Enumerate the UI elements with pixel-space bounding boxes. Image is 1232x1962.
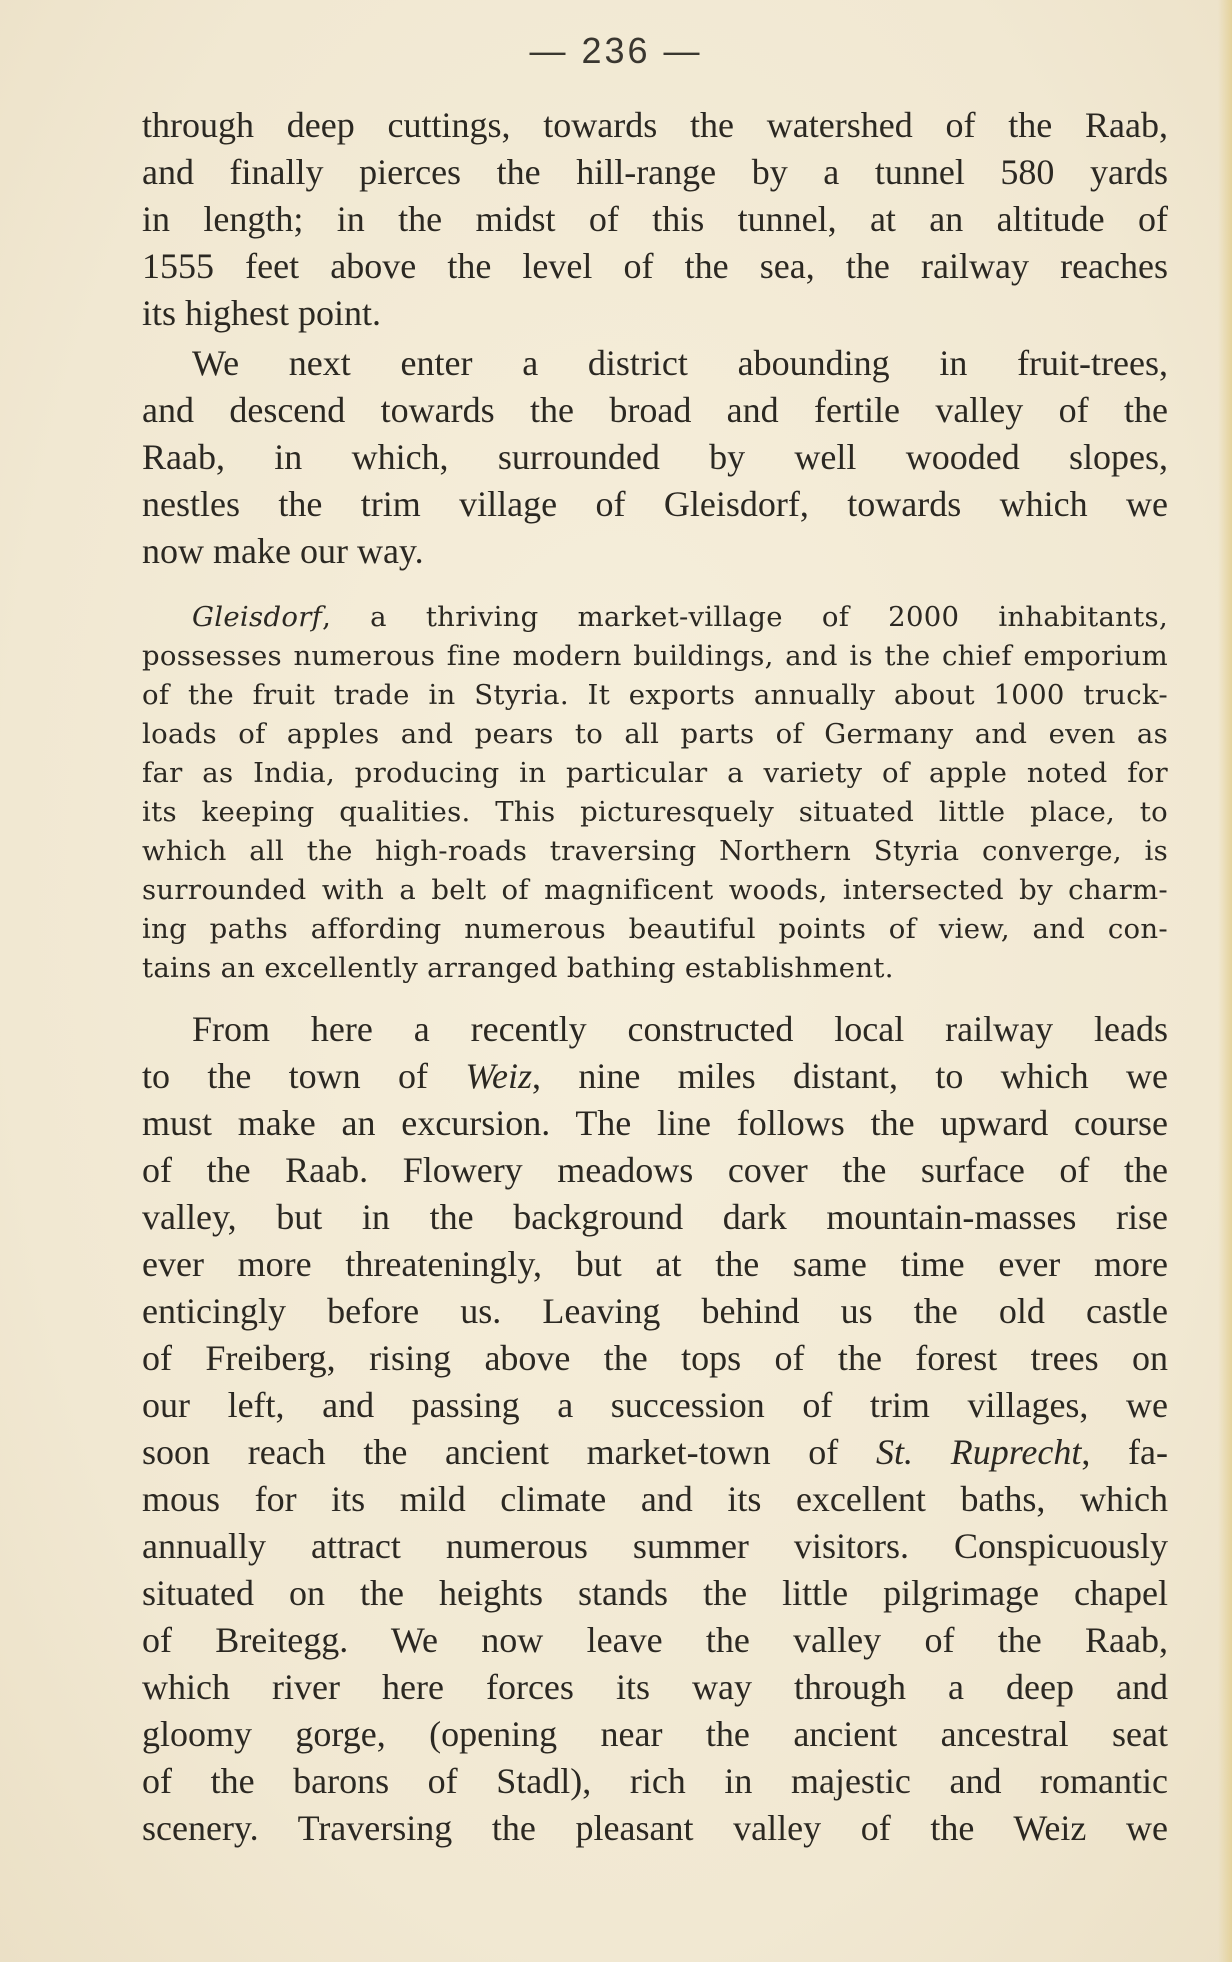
text-line: loads of apples and pears to all parts of Germany and even as — [142, 718, 1168, 750]
text-line: in length; in the midst of this tunnel, at an altitude of — [142, 199, 1168, 239]
text-line: 1555 feet above the level of the sea, the railway reaches — [142, 246, 1168, 286]
text-segment: soon reach the ancient market-town of — [142, 1432, 876, 1472]
paragraph-1 — [142, 102, 1168, 337]
text-line: and descend towards the broad and fertile valley of the — [142, 390, 1168, 430]
text-line: possesses numerous fine modern buildings, and is the chief emporium — [142, 640, 1168, 672]
text-line: of the fruit trade in Styria. It exports annually about 1000 truck- — [142, 679, 1168, 711]
text-line: through deep cuttings, towards the watershed of the Raab, — [142, 105, 1168, 145]
text-line: valley, but in the background dark mountain-masses rise — [142, 1197, 1168, 1237]
text-line: of the Raab. Flowery meadows cover the surface of the — [142, 1150, 1168, 1190]
text-line: tains an excellently arranged bathing establishment. — [142, 952, 894, 984]
text-line: of Breitegg. We now leave the valley of the Raab, — [142, 1620, 1168, 1660]
text-line — [142, 1053, 1168, 1100]
text-line: and finally pierces the hill-range by a tunnel 580 yards — [142, 152, 1168, 192]
text-line: gloomy gorge, (opening near the ancient ancestral seat — [142, 1714, 1168, 1754]
text-line: scenery. Traversing the pleasant valley of the Weiz we — [142, 1808, 1168, 1848]
text-line: which all the high-roads traversing Northern Styria converge, is — [142, 835, 1168, 867]
text-line: of the barons of Stadl), rich in majestic and romantic — [142, 1761, 1168, 1801]
text-line: our left, and passing a succession of trim villages, we — [142, 1385, 1168, 1425]
note-lead-text: , a thriving market-village of 2000 inhabitants, — [322, 601, 1168, 633]
text-line: far as India, producing in particular a variety of apple noted for — [142, 757, 1168, 789]
text-line — [142, 1429, 1168, 1476]
gleisdorf-note — [142, 598, 1168, 988]
text-line: ever more threateningly, but at the same time ever more — [142, 1244, 1168, 1284]
page-edge — [1218, 0, 1232, 1962]
text-line: must make an excursion. The line follows the upward course — [142, 1103, 1168, 1143]
text-segment: , fa- — [1081, 1432, 1168, 1472]
text-segment: , nine miles distant, to which we — [532, 1056, 1168, 1096]
text-line: its highest point. — [142, 293, 382, 333]
text-line: We next enter a district abounding in fruit-trees, — [192, 343, 1168, 383]
text-line: Raab, in which, surrounded by well wooded slopes, — [142, 437, 1168, 477]
text-line — [142, 598, 1168, 637]
text-line: its keeping qualities. This picturesquely situated little place, to — [142, 796, 1168, 828]
text-line: surrounded with a belt of magnificent woods, intersected by charm- — [142, 874, 1168, 906]
text-line: ing paths affording numerous beautiful points of view, and con- — [142, 913, 1168, 945]
text-segment: to the town of — [142, 1056, 466, 1096]
text-line: nestles the trim village of Gleisdorf, towards which we — [142, 484, 1168, 524]
place-name: St. Ruprecht — [876, 1432, 1082, 1472]
paragraph-3 — [142, 1006, 1168, 1852]
place-name: Weiz — [465, 1056, 533, 1096]
text-line: From here a recently constructed local railway leads — [192, 1009, 1168, 1049]
text-line: situated on the heights stands the little pilgrimage chapel — [142, 1573, 1168, 1613]
text-line: enticingly before us. Leaving behind us the old castle — [142, 1291, 1168, 1331]
text-line: now make our way. — [142, 531, 424, 571]
paragraph-2 — [142, 340, 1168, 575]
place-name: Gleisdorf — [192, 601, 323, 633]
page-number: — 236 — — [529, 30, 703, 71]
text-line: annually attract numerous summer visitors. Conspicuously — [142, 1526, 1168, 1566]
text-line: which river here forces its way through a deep and — [142, 1667, 1168, 1707]
text-line: of Freiberg, rising above the tops of the forest trees on — [142, 1338, 1168, 1378]
text-line: mous for its mild climate and its excellent baths, which — [142, 1479, 1168, 1519]
